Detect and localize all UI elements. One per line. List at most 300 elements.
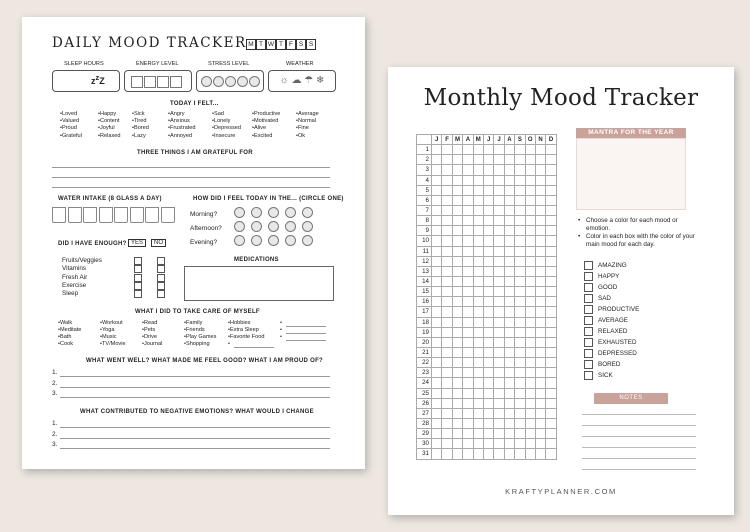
feeling-item[interactable]: •Sick xyxy=(132,111,145,117)
mood-cell[interactable] xyxy=(463,398,473,408)
mood-cell[interactable] xyxy=(432,307,442,317)
mood-cell[interactable] xyxy=(463,378,473,388)
weekday-box[interactable]: F xyxy=(286,39,296,50)
stress-box[interactable] xyxy=(196,70,264,92)
mood-cell[interactable] xyxy=(463,226,473,236)
care-item[interactable]: •Pets xyxy=(142,327,156,333)
write-line[interactable] xyxy=(60,448,330,449)
mood-cell[interactable] xyxy=(494,256,504,266)
mood-cell[interactable] xyxy=(452,439,462,449)
mood-cell[interactable] xyxy=(525,418,535,428)
care-item[interactable]: •Shopping xyxy=(184,341,210,347)
mood-cell[interactable] xyxy=(546,266,556,276)
mood-cell[interactable] xyxy=(463,276,473,286)
no-checkbox[interactable] xyxy=(157,290,165,298)
mood-cell[interactable] xyxy=(452,449,462,459)
mood-checkbox[interactable] xyxy=(584,305,593,314)
note-line[interactable] xyxy=(582,447,696,448)
mood-cell[interactable] xyxy=(504,368,514,378)
mood-cell[interactable] xyxy=(442,388,452,398)
mood-cell[interactable] xyxy=(525,165,535,175)
mood-checkbox[interactable] xyxy=(584,294,593,303)
mood-cell[interactable] xyxy=(473,155,483,165)
mood-cell[interactable] xyxy=(515,195,525,205)
mood-cell[interactable] xyxy=(463,175,473,185)
mood-cell[interactable] xyxy=(494,347,504,357)
mood-cell[interactable] xyxy=(483,297,493,307)
feeling-item[interactable]: •Motivated xyxy=(252,118,279,125)
mood-cell[interactable] xyxy=(535,429,545,439)
mood-cell[interactable] xyxy=(483,347,493,357)
weekday-box[interactable]: T xyxy=(256,39,266,50)
mood-cell[interactable] xyxy=(483,439,493,449)
mood-cell[interactable] xyxy=(463,358,473,368)
mood-cell[interactable] xyxy=(535,276,545,286)
mood-cell[interactable] xyxy=(442,408,452,418)
care-item[interactable]: •Music xyxy=(100,334,117,340)
mood-cell[interactable] xyxy=(452,378,462,388)
note-line[interactable] xyxy=(582,414,696,415)
mood-cell[interactable] xyxy=(463,449,473,459)
care-item[interactable]: •Journal xyxy=(142,341,163,347)
mood-cell[interactable] xyxy=(452,256,462,266)
mood-cell[interactable] xyxy=(535,226,545,236)
write-line[interactable] xyxy=(286,333,326,334)
mood-cell[interactable] xyxy=(442,287,452,297)
mood-cell[interactable] xyxy=(483,398,493,408)
mood-cell[interactable] xyxy=(463,236,473,246)
mood-cell[interactable] xyxy=(442,307,452,317)
mood-cell[interactable] xyxy=(442,429,452,439)
care-item[interactable]: •Walk xyxy=(58,320,73,326)
mood-cell[interactable] xyxy=(432,327,442,337)
mood-cell[interactable] xyxy=(452,358,462,368)
mood-cell[interactable] xyxy=(483,327,493,337)
mood-cell[interactable] xyxy=(452,205,462,215)
mood-cell[interactable] xyxy=(504,418,514,428)
mood-cell[interactable] xyxy=(442,276,452,286)
mood-cell[interactable] xyxy=(535,266,545,276)
mood-cell[interactable] xyxy=(473,145,483,155)
mood-cell[interactable] xyxy=(442,246,452,256)
energy-box[interactable] xyxy=(124,70,192,92)
feeling-item[interactable]: •Fine xyxy=(296,125,309,132)
mood-face-icon[interactable] xyxy=(285,235,296,246)
mood-checkbox[interactable] xyxy=(584,261,593,270)
weekday-box[interactable]: W xyxy=(267,41,275,48)
mood-cell[interactable] xyxy=(525,155,535,165)
mood-cell[interactable] xyxy=(473,418,483,428)
mood-cell[interactable] xyxy=(504,216,514,226)
mood-cell[interactable] xyxy=(473,307,483,317)
mood-cell[interactable] xyxy=(504,145,514,155)
mood-cell[interactable] xyxy=(473,276,483,286)
feeling-item[interactable]: •Insecure xyxy=(212,132,236,139)
mood-cell[interactable] xyxy=(525,317,535,327)
mood-cell[interactable] xyxy=(504,175,514,185)
mood-cell[interactable] xyxy=(525,256,535,266)
mood-cell[interactable] xyxy=(535,368,545,378)
no-checkbox[interactable] xyxy=(157,265,165,273)
mood-cell[interactable] xyxy=(535,408,545,418)
mood-cell[interactable] xyxy=(483,246,493,256)
mood-cell[interactable] xyxy=(452,216,462,226)
mood-cell[interactable] xyxy=(452,327,462,337)
mood-cell[interactable] xyxy=(546,297,556,307)
mood-cell[interactable] xyxy=(452,175,462,185)
glass-icon[interactable] xyxy=(114,207,128,223)
mood-cell[interactable] xyxy=(473,175,483,185)
mood-cell[interactable] xyxy=(463,165,473,175)
weather-box[interactable] xyxy=(268,70,336,92)
mood-cell[interactable] xyxy=(515,429,525,439)
mood-cell[interactable] xyxy=(442,256,452,266)
mood-cell[interactable] xyxy=(463,287,473,297)
mood-cell[interactable] xyxy=(442,378,452,388)
mood-cell[interactable] xyxy=(473,287,483,297)
mood-cell[interactable] xyxy=(515,155,525,165)
note-line[interactable] xyxy=(582,458,696,459)
mood-cell[interactable] xyxy=(442,327,452,337)
mood-cell[interactable] xyxy=(525,175,535,185)
mood-cell[interactable] xyxy=(546,307,556,317)
mood-cell[interactable] xyxy=(463,368,473,378)
mood-cell[interactable] xyxy=(432,195,442,205)
mood-cell[interactable] xyxy=(515,175,525,185)
mood-cell[interactable] xyxy=(483,287,493,297)
mood-cell[interactable] xyxy=(452,276,462,286)
mood-cell[interactable] xyxy=(546,256,556,266)
mood-cell[interactable] xyxy=(546,226,556,236)
mood-cell[interactable] xyxy=(463,327,473,337)
mood-cell[interactable] xyxy=(535,246,545,256)
sleep-box[interactable] xyxy=(52,70,120,92)
mood-cell[interactable] xyxy=(463,246,473,256)
mood-cell[interactable] xyxy=(473,429,483,439)
mood-cell[interactable] xyxy=(452,246,462,256)
mood-cell[interactable] xyxy=(463,266,473,276)
feeling-item[interactable]: •Loved xyxy=(60,111,78,117)
feeling-item[interactable]: •Annoyed xyxy=(168,132,193,139)
mood-cell[interactable] xyxy=(504,449,514,459)
mood-cell[interactable] xyxy=(452,145,462,155)
mood-cell[interactable] xyxy=(452,266,462,276)
mood-cell[interactable] xyxy=(525,347,535,357)
mood-cell[interactable] xyxy=(504,337,514,347)
mood-cell[interactable] xyxy=(515,307,525,317)
mood-cell[interactable] xyxy=(442,347,452,357)
mood-cell[interactable] xyxy=(535,216,545,226)
mood-cell[interactable] xyxy=(515,165,525,175)
mood-cell[interactable] xyxy=(515,185,525,195)
mood-cell[interactable] xyxy=(515,266,525,276)
mood-cell[interactable] xyxy=(525,297,535,307)
mood-checkbox[interactable] xyxy=(584,360,593,369)
mood-cell[interactable] xyxy=(504,185,514,195)
mood-cell[interactable] xyxy=(504,266,514,276)
mood-cell[interactable] xyxy=(535,175,545,185)
care-item[interactable]: • xyxy=(280,327,282,333)
mood-cell[interactable] xyxy=(452,307,462,317)
glass-icon[interactable] xyxy=(83,207,97,223)
write-line[interactable] xyxy=(286,340,326,341)
feeling-item[interactable]: •Content xyxy=(98,118,120,125)
mood-cell[interactable] xyxy=(525,205,535,215)
mood-cell[interactable] xyxy=(463,297,473,307)
mood-cell[interactable] xyxy=(442,165,452,175)
mood-cell[interactable] xyxy=(463,195,473,205)
mood-face-icon[interactable] xyxy=(285,207,296,218)
note-line[interactable] xyxy=(582,436,696,437)
mood-cell[interactable] xyxy=(525,358,535,368)
mood-cell[interactable] xyxy=(494,287,504,297)
mood-cell[interactable] xyxy=(525,185,535,195)
mood-cell[interactable] xyxy=(473,216,483,226)
feeling-item[interactable]: •Anxious xyxy=(168,118,190,125)
mood-cell[interactable] xyxy=(494,388,504,398)
mood-cell[interactable] xyxy=(442,185,452,195)
feeling-item[interactable]: •Excited xyxy=(252,132,273,139)
mood-cell[interactable] xyxy=(432,287,442,297)
mood-cell[interactable] xyxy=(546,378,556,388)
mood-cell[interactable] xyxy=(535,145,545,155)
mood-cell[interactable] xyxy=(442,317,452,327)
mood-cell[interactable] xyxy=(546,418,556,428)
mood-cell[interactable] xyxy=(535,256,545,266)
mood-cell[interactable] xyxy=(525,276,535,286)
mood-cell[interactable] xyxy=(442,337,452,347)
mood-cell[interactable] xyxy=(504,408,514,418)
mood-cell[interactable] xyxy=(432,297,442,307)
mood-cell[interactable] xyxy=(473,205,483,215)
mood-cell[interactable] xyxy=(504,317,514,327)
mood-cell[interactable] xyxy=(525,388,535,398)
care-item[interactable]: •Workout xyxy=(100,320,123,326)
feeling-item[interactable]: •Sad xyxy=(212,111,224,117)
mood-cell[interactable] xyxy=(473,266,483,276)
mood-cell[interactable] xyxy=(504,246,514,256)
mood-face-icon[interactable] xyxy=(234,207,245,218)
mood-cell[interactable] xyxy=(442,266,452,276)
mood-cell[interactable] xyxy=(452,429,462,439)
mood-cell[interactable] xyxy=(515,317,525,327)
mood-cell[interactable] xyxy=(442,439,452,449)
mood-cell[interactable] xyxy=(546,449,556,459)
mood-cell[interactable] xyxy=(515,287,525,297)
mood-cell[interactable] xyxy=(515,276,525,286)
write-line[interactable] xyxy=(60,387,330,388)
mood-cell[interactable] xyxy=(546,236,556,246)
mood-cell[interactable] xyxy=(452,317,462,327)
mood-cell[interactable] xyxy=(452,236,462,246)
mood-cell[interactable] xyxy=(515,358,525,368)
mood-cell[interactable] xyxy=(463,408,473,418)
mood-cell[interactable] xyxy=(494,145,504,155)
mood-cell[interactable] xyxy=(483,185,493,195)
glass-icon[interactable] xyxy=(130,207,144,223)
mood-cell[interactable] xyxy=(442,418,452,428)
mood-cell[interactable] xyxy=(546,368,556,378)
mood-cell[interactable] xyxy=(504,165,514,175)
mood-cell[interactable] xyxy=(504,429,514,439)
mood-cell[interactable] xyxy=(483,317,493,327)
mood-cell[interactable] xyxy=(452,287,462,297)
mood-cell[interactable] xyxy=(432,378,442,388)
feeling-item[interactable]: •Lonely xyxy=(212,118,231,125)
mood-cell[interactable] xyxy=(473,449,483,459)
mood-cell[interactable] xyxy=(535,236,545,246)
mood-cell[interactable] xyxy=(494,205,504,215)
mood-cell[interactable] xyxy=(452,185,462,195)
mood-cell[interactable] xyxy=(546,358,556,368)
feeling-item[interactable]: •Alive xyxy=(252,125,267,132)
mood-cell[interactable] xyxy=(504,378,514,388)
mood-cell[interactable] xyxy=(494,276,504,286)
mood-cell[interactable] xyxy=(504,226,514,236)
mood-face-icon[interactable] xyxy=(251,221,262,232)
feeling-item[interactable]: •Tired xyxy=(132,118,147,125)
mood-cell[interactable] xyxy=(525,266,535,276)
mood-cell[interactable] xyxy=(515,418,525,428)
mood-cell[interactable] xyxy=(432,388,442,398)
mood-cell[interactable] xyxy=(494,429,504,439)
mood-cell[interactable] xyxy=(504,327,514,337)
no-checkbox[interactable] xyxy=(157,274,165,282)
mood-cell[interactable] xyxy=(546,216,556,226)
mood-cell[interactable] xyxy=(494,185,504,195)
mood-cell[interactable] xyxy=(452,388,462,398)
feeling-item[interactable]: •Ok xyxy=(296,132,306,139)
mood-cell[interactable] xyxy=(463,429,473,439)
mood-cell[interactable] xyxy=(494,195,504,205)
care-item[interactable]: •Friends xyxy=(184,327,205,333)
mood-cell[interactable] xyxy=(432,165,442,175)
mood-cell[interactable] xyxy=(525,216,535,226)
mood-cell[interactable] xyxy=(452,398,462,408)
mood-cell[interactable] xyxy=(473,398,483,408)
mood-cell[interactable] xyxy=(546,398,556,408)
mood-cell[interactable] xyxy=(546,175,556,185)
mood-cell[interactable] xyxy=(442,145,452,155)
mood-cell[interactable] xyxy=(504,398,514,408)
mood-cell[interactable] xyxy=(463,155,473,165)
mood-cell[interactable] xyxy=(515,216,525,226)
medications-box[interactable] xyxy=(184,266,334,301)
mood-cell[interactable] xyxy=(525,408,535,418)
mood-cell[interactable] xyxy=(432,398,442,408)
mood-cell[interactable] xyxy=(473,317,483,327)
mood-cell[interactable] xyxy=(494,439,504,449)
mood-cell[interactable] xyxy=(525,236,535,246)
write-line[interactable] xyxy=(60,427,330,428)
weekday-box[interactable]: M xyxy=(246,39,256,50)
mood-cell[interactable] xyxy=(494,327,504,337)
mood-cell[interactable] xyxy=(515,205,525,215)
mood-cell[interactable] xyxy=(483,195,493,205)
care-item[interactable]: • xyxy=(280,320,282,326)
mood-cell[interactable] xyxy=(432,155,442,165)
write-line[interactable] xyxy=(52,187,330,188)
feeling-item[interactable]: •Valued xyxy=(60,118,79,125)
feeling-item[interactable]: •Angry xyxy=(168,111,185,117)
mood-cell[interactable] xyxy=(535,418,545,428)
mood-cell[interactable] xyxy=(473,195,483,205)
mood-cell[interactable] xyxy=(535,337,545,347)
care-item[interactable]: • xyxy=(280,334,282,340)
yes-checkbox[interactable] xyxy=(134,290,142,298)
mood-cell[interactable] xyxy=(432,449,442,459)
mood-cell[interactable] xyxy=(483,205,493,215)
mood-cell[interactable] xyxy=(494,408,504,418)
mood-cell[interactable] xyxy=(442,226,452,236)
mood-cell[interactable] xyxy=(442,236,452,246)
mood-cell[interactable] xyxy=(494,398,504,408)
mood-cell[interactable] xyxy=(442,216,452,226)
mood-cell[interactable] xyxy=(473,358,483,368)
no-checkbox[interactable] xyxy=(157,282,165,290)
mood-cell[interactable] xyxy=(473,408,483,418)
mood-cell[interactable] xyxy=(525,429,535,439)
feeling-item[interactable]: •Depressed xyxy=(212,125,242,132)
mood-cell[interactable] xyxy=(494,175,504,185)
mood-checkbox[interactable] xyxy=(584,338,593,347)
mood-cell[interactable] xyxy=(515,449,525,459)
mood-cell[interactable] xyxy=(535,307,545,317)
mood-cell[interactable] xyxy=(535,195,545,205)
write-line[interactable] xyxy=(60,397,330,398)
mood-cell[interactable] xyxy=(535,185,545,195)
mood-cell[interactable] xyxy=(483,368,493,378)
mood-face-icon[interactable] xyxy=(251,235,262,246)
mood-cell[interactable] xyxy=(463,317,473,327)
yes-checkbox[interactable] xyxy=(134,257,142,265)
mood-cell[interactable] xyxy=(432,368,442,378)
mood-cell[interactable] xyxy=(483,408,493,418)
mood-cell[interactable] xyxy=(525,226,535,236)
mood-checkbox[interactable] xyxy=(584,272,593,281)
mood-cell[interactable] xyxy=(452,337,462,347)
mood-cell[interactable] xyxy=(504,297,514,307)
mood-cell[interactable] xyxy=(463,337,473,347)
mood-cell[interactable] xyxy=(494,307,504,317)
mood-cell[interactable] xyxy=(483,307,493,317)
mood-cell[interactable] xyxy=(546,317,556,327)
mood-cell[interactable] xyxy=(483,266,493,276)
yes-checkbox[interactable] xyxy=(134,274,142,282)
mood-cell[interactable] xyxy=(442,155,452,165)
yes-box[interactable]: YES xyxy=(128,239,146,247)
mood-cell[interactable] xyxy=(463,418,473,428)
mood-checkbox[interactable] xyxy=(584,371,593,380)
mood-checkbox[interactable] xyxy=(584,283,593,292)
mood-cell[interactable] xyxy=(473,378,483,388)
mood-cell[interactable] xyxy=(452,155,462,165)
mood-face-icon[interactable] xyxy=(268,221,279,232)
feeling-item[interactable]: •Proud xyxy=(60,125,77,132)
mood-cell[interactable] xyxy=(546,155,556,165)
mood-cell[interactable] xyxy=(473,368,483,378)
mood-cell[interactable] xyxy=(432,185,442,195)
mood-cell[interactable] xyxy=(463,216,473,226)
glass-icon[interactable] xyxy=(68,207,82,223)
mood-cell[interactable] xyxy=(515,439,525,449)
mood-cell[interactable] xyxy=(504,256,514,266)
mood-cell[interactable] xyxy=(483,155,493,165)
mood-cell[interactable] xyxy=(535,347,545,357)
mood-cell[interactable] xyxy=(535,297,545,307)
mood-cell[interactable] xyxy=(463,347,473,357)
no-checkbox[interactable] xyxy=(157,257,165,265)
